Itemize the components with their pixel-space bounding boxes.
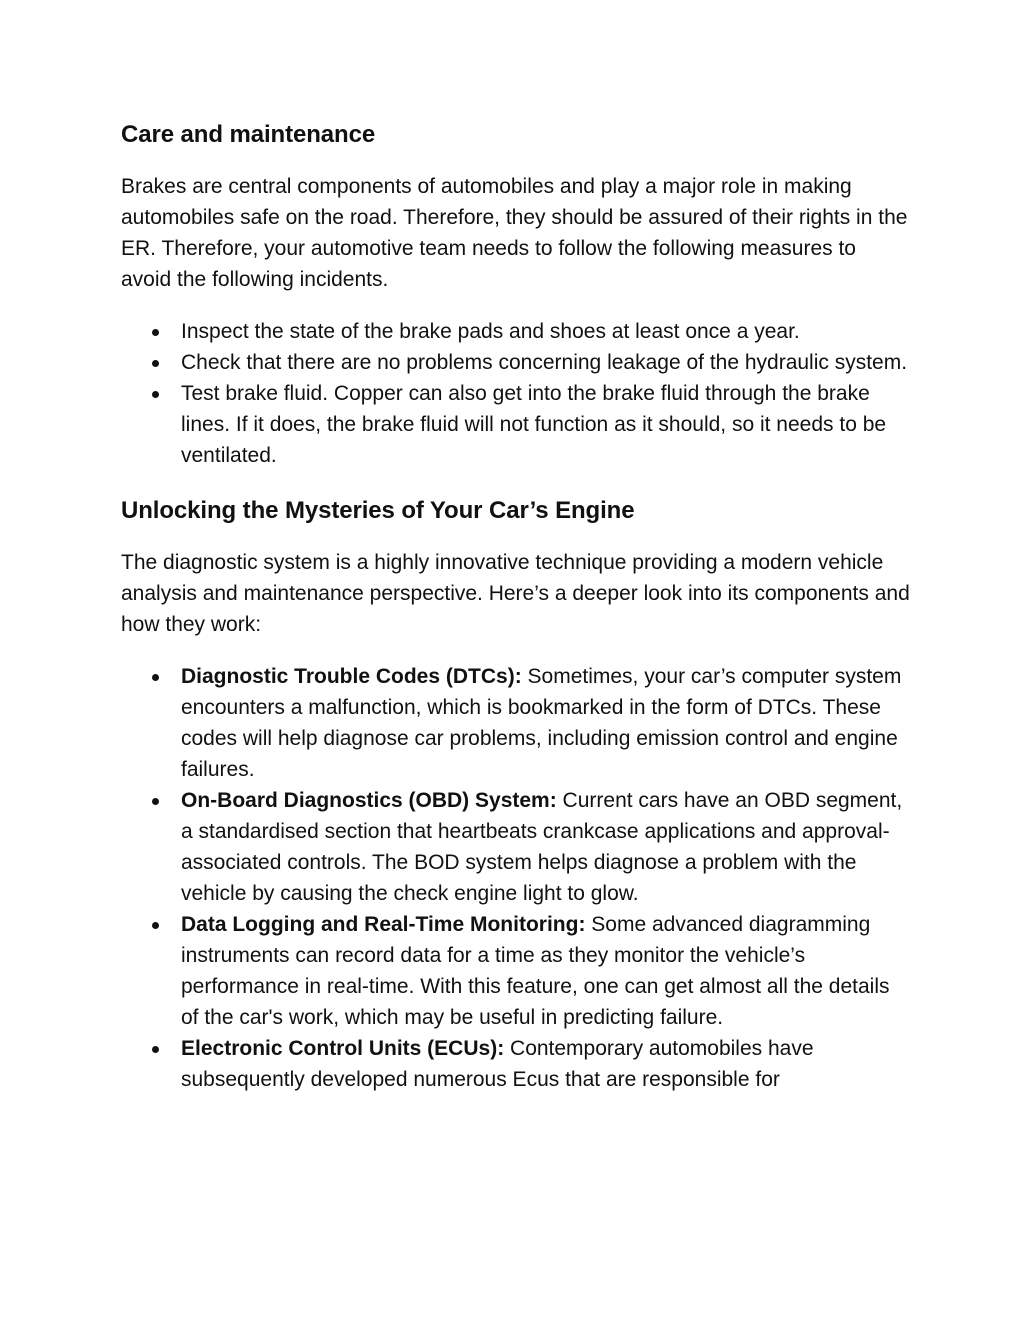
list-item-text: Inspect the state of the brake pads and shoes at least once a year.	[181, 320, 800, 343]
bullet-icon	[152, 798, 159, 805]
list-item-text: Contemporary automobiles have subsequently developed numerous Ecus that are responsible for	[181, 1037, 814, 1091]
list-item-term: On-Board Diagnostics (OBD) System:	[181, 789, 557, 812]
list-item	[121, 1033, 911, 1095]
list-item	[121, 909, 911, 1033]
bullet-icon	[152, 391, 159, 398]
section-heading-care-and-maintenance: Care and maintenance	[121, 121, 376, 148]
bullet-list	[121, 661, 911, 1095]
section-paragraph: The diagnostic system is a highly innovative technique providing a modern vehicle analysis and maintenance perspective. Here’s a deeper look into its components and how they work:	[121, 551, 910, 636]
list-item-term: Diagnostic Trouble Codes (DTCs):	[181, 665, 522, 688]
bullet-icon	[152, 922, 159, 929]
list-item	[121, 378, 911, 471]
list-item-term: Data Logging and Real-Time Monitoring:	[181, 913, 586, 936]
list-item-text: Current cars have an OBD segment, a standardised section that heartbeats crankcase applications and approval-associated controls. The BOD system helps diagnose a problem with the vehicle by causing the check engine light to glow.	[181, 789, 903, 905]
bullet-icon	[152, 360, 159, 367]
section-heading-engine-mysteries: Unlocking the Mysteries of Your Car’s Engine	[121, 497, 635, 524]
document-page	[121, 119, 911, 1095]
bullet-icon	[152, 674, 159, 681]
list-item-term: Electronic Control Units (ECUs):	[181, 1037, 505, 1060]
section-paragraph: Brakes are central components of automobiles and play a major role in making automobiles safe on the road. Therefore, they should be assured of their rights in the ER. Therefore, your automotive team needs to follow the following measures to avoid the following incidents.	[121, 175, 908, 291]
bullet-icon	[152, 329, 159, 336]
list-item-text: Test brake fluid. Copper can also get into the brake fluid through the brake lines. If it does, the brake fluid will not function as it should, so it needs to be ventilated.	[181, 382, 887, 467]
list-item	[121, 316, 911, 347]
list-item-text: Some advanced diagramming instruments can record data for a time as they monitor the vehicle’s performance in real-time. With this feature, one can get almost all the details of the car's work, which may be useful in predicting failure.	[181, 913, 890, 1029]
list-item	[121, 347, 911, 378]
list-item	[121, 661, 911, 785]
bullet-list	[121, 316, 911, 471]
list-item-text: Sometimes, your car’s computer system encounters a malfunction, which is bookmarked in the form of DTCs. These codes will help diagnose car problems, including emission control and engine failures.	[181, 665, 902, 781]
list-item	[121, 785, 911, 909]
list-item-text: Check that there are no problems concerning leakage of the hydraulic system.	[181, 351, 908, 374]
bullet-icon	[152, 1046, 159, 1053]
